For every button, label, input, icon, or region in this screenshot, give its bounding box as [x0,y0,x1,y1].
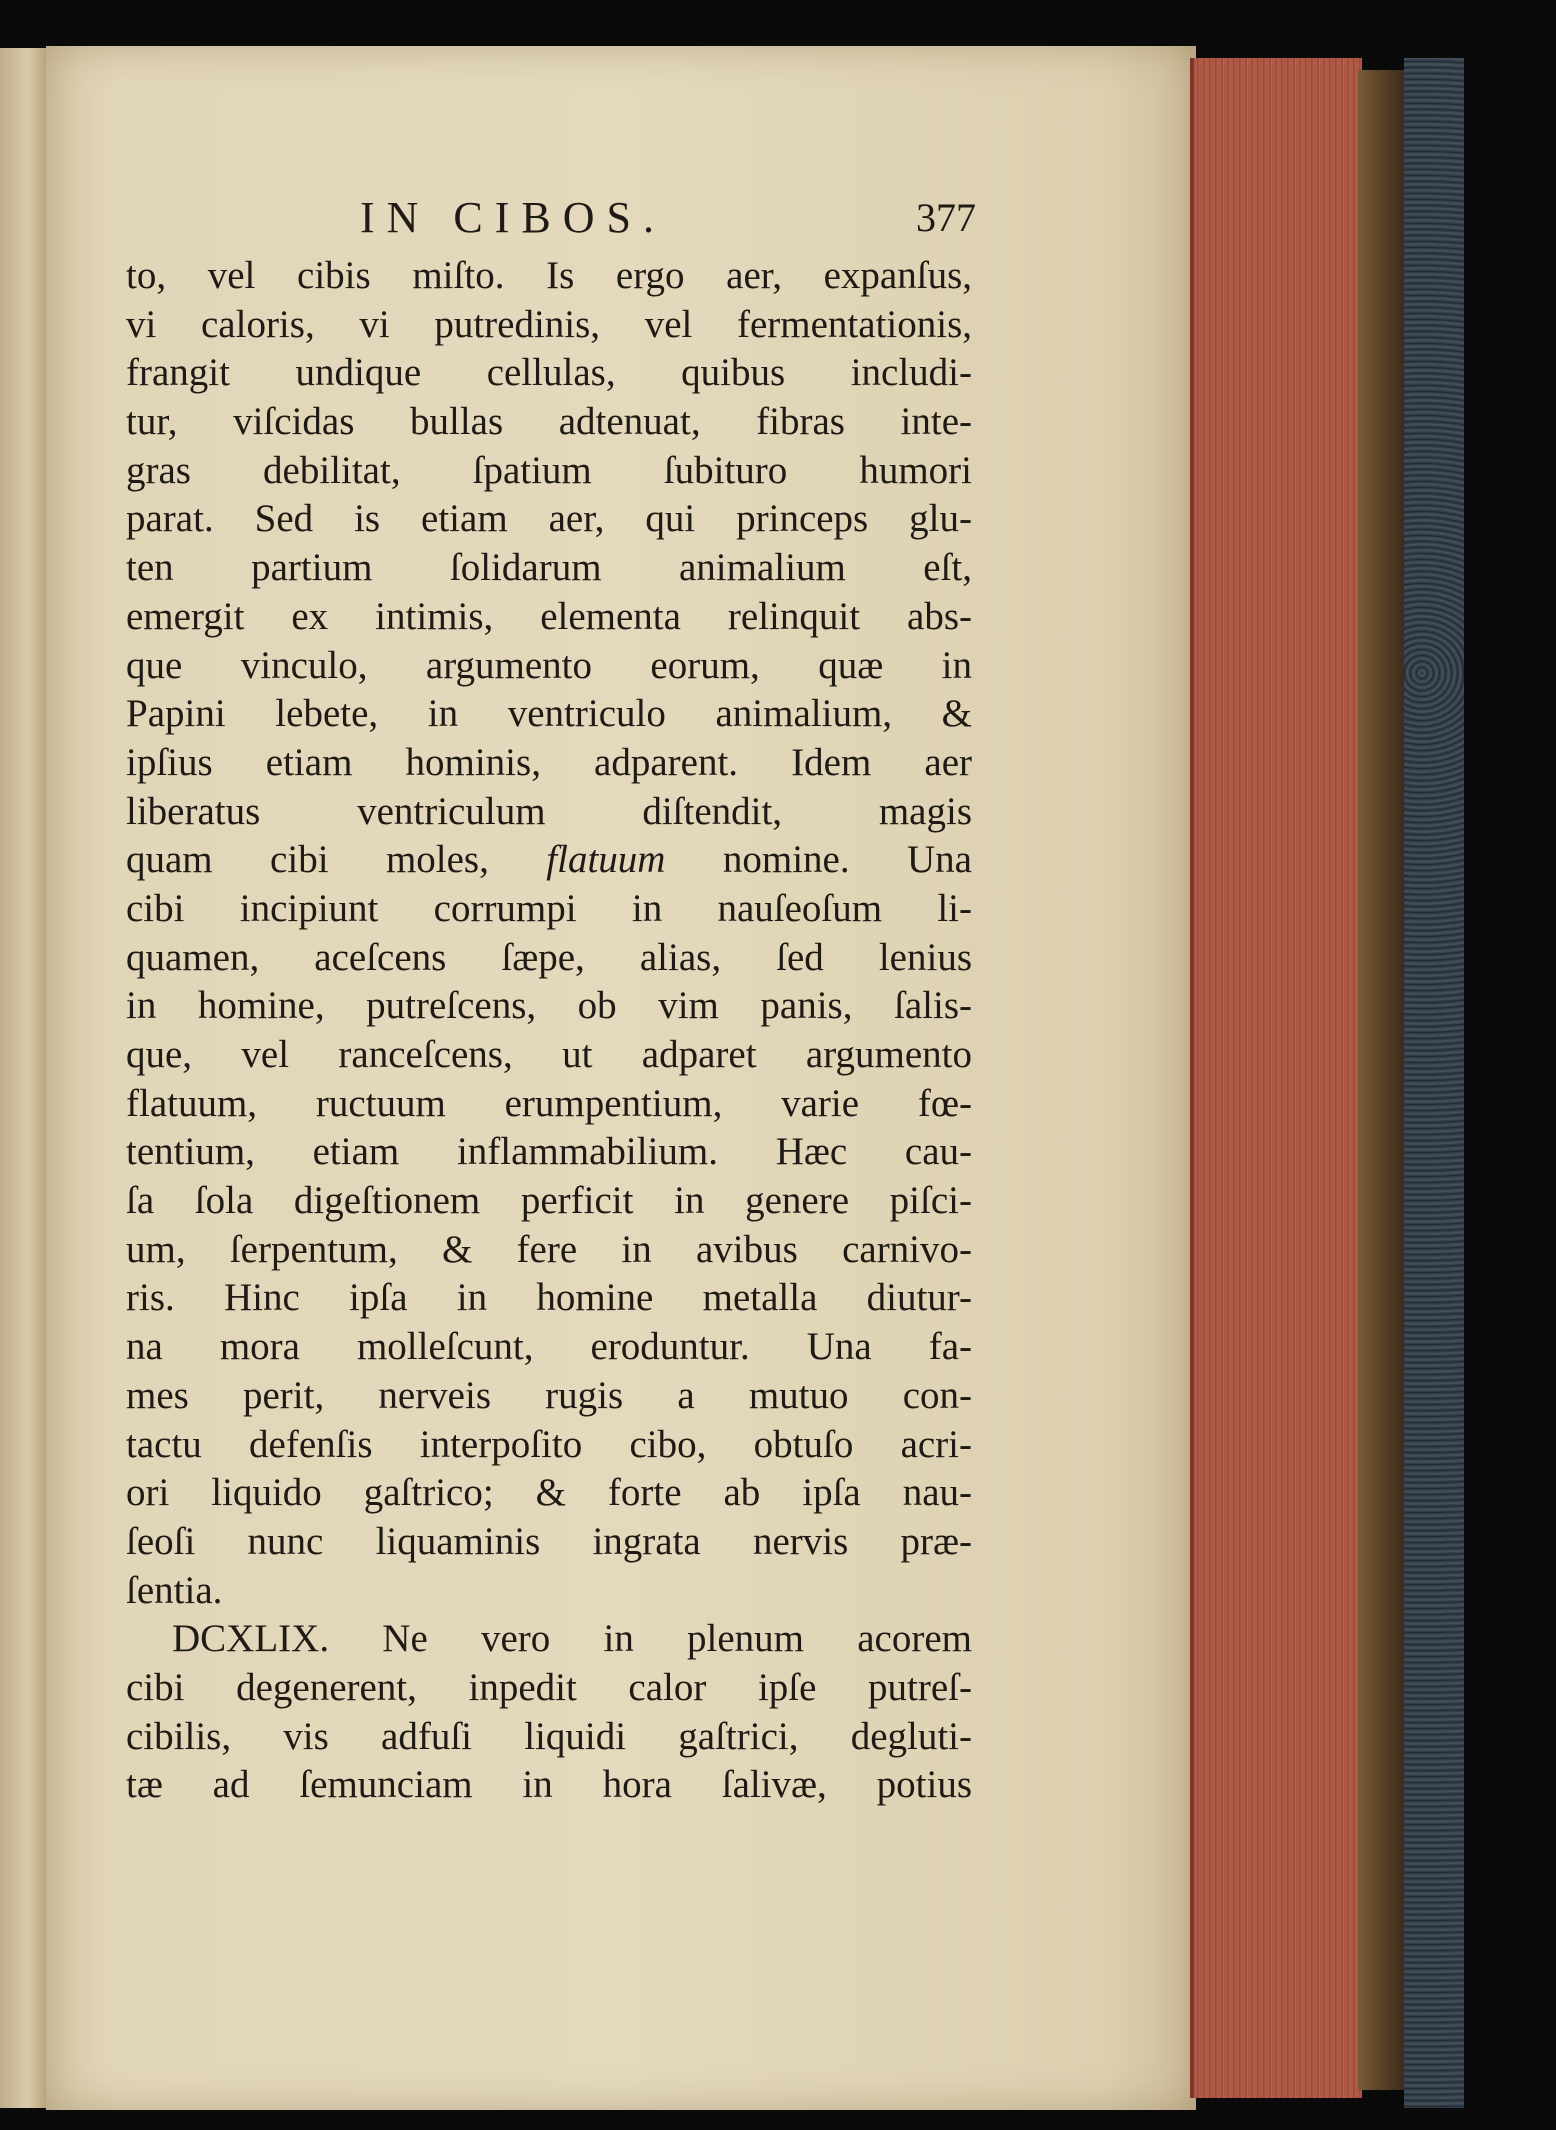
text-line: um, ſerpentum, & fere in avibus carnivo- [126,1227,972,1271]
text-line: gras debilitat, ſpatium ſubituro humori [126,448,972,492]
italic-term: flatuum [546,838,666,882]
book-edge [1358,70,1404,2090]
text-line: cibi incipiunt corrumpi in nauſeoſum li- [126,886,972,930]
text-line: to, vel cibis miſto. Is ergo aer, expanſus, [126,254,972,297]
text-line: que vinculo, argumento eorum, quæ in [126,643,972,687]
text-line: mes perit, nerveis rugis a mutuo con- [126,1373,972,1417]
page-edges-red [1190,58,1362,2098]
text-line: cibi degenerent, inpedit calor ipſe putreſ- [126,1665,972,1709]
left-page-edge [0,48,46,2108]
text-line: vi caloris, vi putredinis, vel fermentationis, [126,302,972,346]
text-line: flatuum, ructuum erumpentium, varie fœ- [126,1081,972,1125]
text-line: tentium, etiam inflammabilium. Hæc cau- [126,1130,972,1174]
paragraph-2 [126,1615,972,1810]
section-start-line: DCXLIX. Ne vero in plenum acorem [172,1617,972,1661]
page-number: 377 [916,195,976,240]
text-line [126,836,972,885]
text-run: quam cibi moles, [126,838,547,882]
text-line: ſeoſi nunc liquaminis ingrata nervis præ- [126,1519,972,1563]
text-line: ſentia. [126,1568,223,1612]
text-line: cibilis, vis adfuſi liquidi gaſtrici, degluti- [126,1714,972,1758]
running-header [126,192,976,252]
text-line: in homine, putreſcens, ob vim panis, ſalis- [126,984,972,1028]
text-line: emergit ex intimis, elementa relinquit abs- [126,594,972,638]
text-line: liberatus ventriculum diſtendit, magis [126,789,972,833]
text-block [126,192,976,1810]
text-line: quamen, aceſcens ſæpe, alias, ſed lenius [126,935,972,979]
text-line: tæ ad ſemunciam in hora ſalivæ, potius [126,1763,972,1807]
text-line: Papini lebete, in ventriculo animalium, & [126,692,972,736]
text-line: ſa ſola digeſtionem perficit in genere piſci- [126,1179,972,1223]
text-line: parat. Sed is etiam aer, qui princeps glu- [126,497,972,541]
text-line: na mora molleſcunt, eroduntur. Una fa- [126,1325,972,1369]
text-line: frangit undique cellulas, quibus includi- [126,351,972,395]
text-line: que, vel ranceſcens, ut adparet argumento [126,1033,972,1076]
paragraph-1 [126,252,972,1615]
text-line: ten partium ſolidarum animalium eſt, [126,546,972,590]
text-line: ipſius etiam hominis, adparent. Idem aer [126,740,972,784]
text-line: ris. Hinc ipſa in homine metalla diutur- [126,1276,972,1320]
text-line: ori liquido gaſtrico; & forte ab ipſa nau- [126,1471,972,1515]
text-run: nomine. Una [665,838,972,882]
text-line: tur, viſcidas bullas adtenuat, fibras inte- [126,400,972,444]
running-title: IN CIBOS. [360,193,667,242]
text-line: tactu defenſis interpoſito cibo, obtuſo acri- [126,1422,972,1466]
marbled-cover [1404,58,1464,2108]
